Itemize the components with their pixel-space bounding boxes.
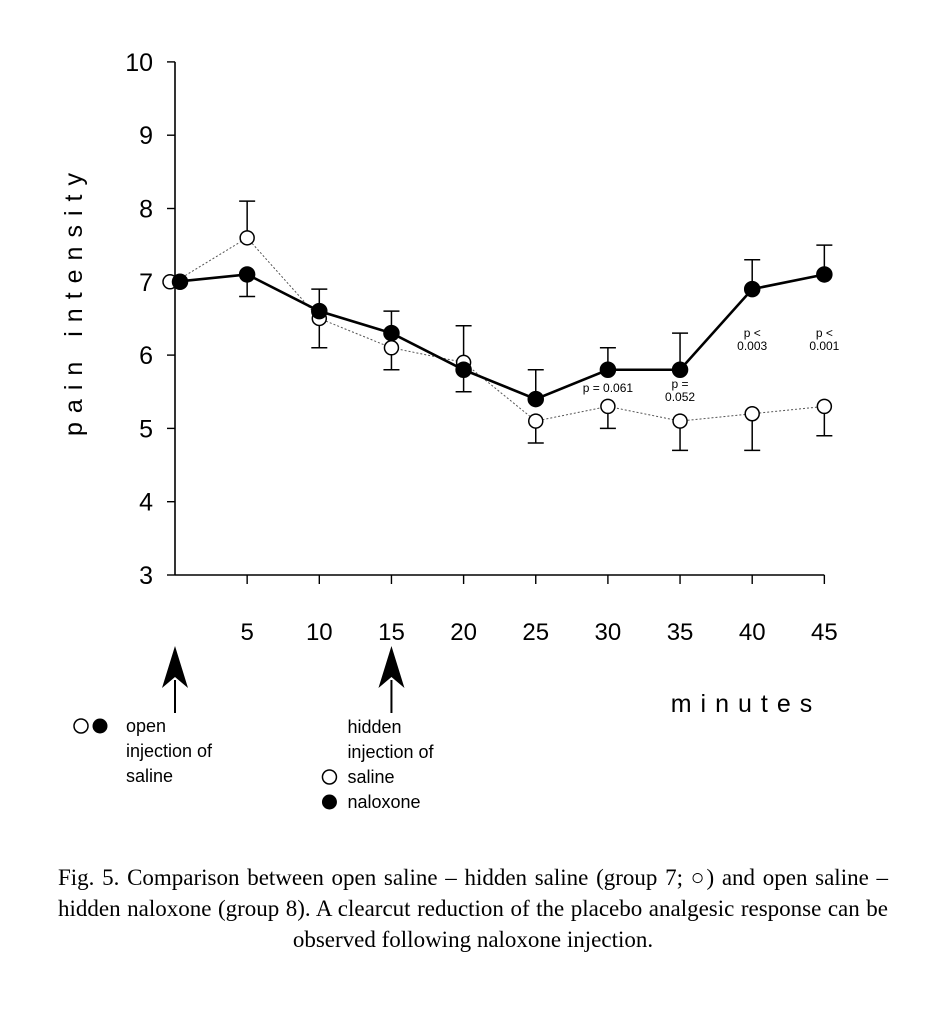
series-lines: [175, 238, 824, 421]
point-filled: [456, 362, 471, 377]
point-filled: [384, 326, 399, 341]
y-tick-label: 9: [139, 122, 153, 151]
point-open: [673, 414, 687, 428]
point-open: [817, 399, 831, 413]
y-axis-label: pain intensity: [60, 164, 88, 436]
point-open: [384, 341, 398, 355]
y-tick-label: 10: [125, 48, 153, 77]
x-tick-label: 45: [810, 619, 838, 646]
point-filled: [673, 362, 688, 377]
event-label: open: [126, 716, 167, 736]
event-label: hidden: [347, 717, 402, 737]
ticks: [125, 49, 838, 646]
open-circle-icon: [322, 770, 336, 784]
x-axis-label: minutes: [670, 690, 822, 718]
data-points: [163, 231, 832, 428]
point-filled: [240, 267, 255, 282]
point-filled: [600, 362, 615, 377]
open-circle-icon: [74, 719, 88, 733]
y-tick-label: 8: [139, 195, 153, 224]
point-open: [745, 407, 759, 421]
p-value-annotation: p <: [743, 325, 761, 340]
point-open: [240, 231, 254, 245]
p-value-annotation: 0.001: [809, 338, 840, 353]
y-tick-label: 7: [139, 268, 153, 297]
series-line-hidden-saline: [175, 238, 824, 421]
x-tick-label: 35: [666, 619, 694, 646]
p-value-annotation: p <: [815, 325, 833, 340]
point-open: [601, 399, 615, 413]
series-line-hidden-naloxone: [175, 274, 824, 399]
figure-caption: Fig. 5. Comparison between open saline – hidden saline (group 7; ○) and open saline – hidden naloxone (group 8). A clearcut reduction of the placebo analgesic response can be observed following naloxone injection.: [58, 865, 888, 952]
point-open: [529, 414, 543, 428]
x-tick-label: 30: [594, 619, 622, 646]
x-tick-label: 15: [378, 619, 405, 646]
y-tick-label: 5: [139, 415, 153, 444]
y-tick-label: 3: [139, 562, 153, 590]
event-label: injection of: [347, 742, 434, 762]
filled-circle-icon: [93, 719, 108, 734]
x-tick-label: 5: [240, 619, 254, 646]
p-value-annotation: p = 0.061: [582, 380, 634, 395]
point-filled: [528, 392, 543, 407]
event-label: saline: [347, 767, 395, 787]
point-filled: [817, 267, 832, 282]
event-label: naloxone: [347, 792, 421, 812]
event-label: injection of: [126, 741, 213, 761]
x-tick-label: 40: [738, 619, 766, 646]
point-filled: [173, 274, 188, 289]
event-label: saline: [126, 766, 174, 786]
y-tick-label: 4: [139, 488, 153, 517]
x-tick-label: 20: [450, 619, 477, 646]
filled-circle-icon: [322, 795, 337, 810]
y-tick-label: 6: [139, 342, 153, 371]
point-filled: [312, 304, 327, 319]
x-tick-label: 25: [522, 619, 550, 646]
p-value-annotation: 0.052: [665, 390, 696, 405]
p-value-annotation: p =: [671, 377, 689, 392]
p-value-annotation: 0.003: [737, 338, 768, 353]
annotations: [583, 326, 840, 404]
event-markers: [74, 646, 435, 812]
x-tick-label: 10: [305, 619, 333, 646]
point-filled: [745, 282, 760, 297]
